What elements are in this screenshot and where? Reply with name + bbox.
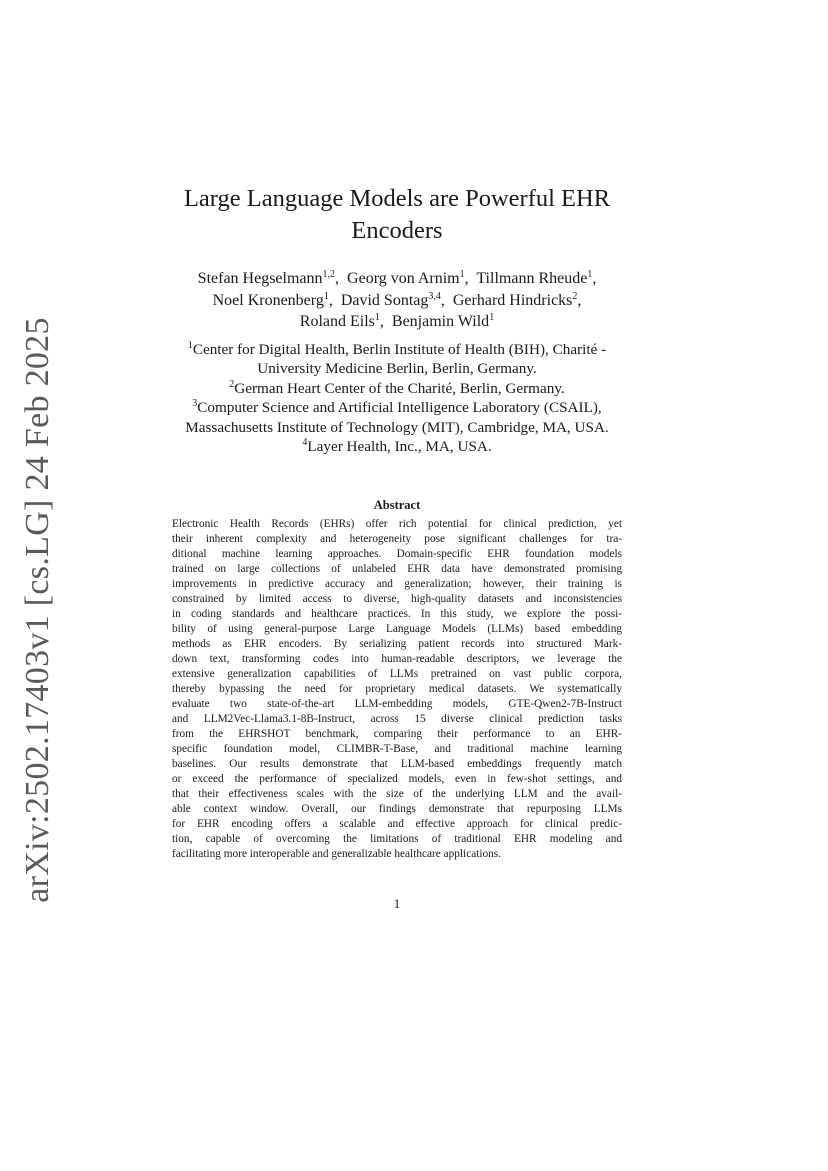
abstract-line: their inherent complexity and heterogeneity pose significant challenges for tra- <box>172 533 622 545</box>
author-affil-mark: 1 <box>587 269 593 280</box>
affil-mark: 2 <box>229 378 235 390</box>
affiliation-3-cont: Massachusetts Institute of Technology (MIT), Cambridge, MA, USA. <box>185 418 609 436</box>
affiliation-3: $^3$Computer Science and Artificial Intelligence Laboratory (CSAIL), <box>192 398 602 417</box>
affil-mark: 4 <box>302 437 308 449</box>
affiliation-list <box>140 340 654 456</box>
abstract-line: that their effectiveness scales with the size of the underlying LLM and the avail- <box>172 788 622 800</box>
author-line-1: Stefan Hegselmann$^{1,2}$, Georg von Arnim$^1$, Tillmann Rheude$^1$, <box>197 269 597 287</box>
title-line-1: Large Language Models are Powerful EHR <box>183 185 611 212</box>
author-affil-mark: 2 <box>572 290 578 302</box>
paper-title <box>150 183 644 247</box>
abstract-line: thereby bypassing the need for proprietary medical datasets. We systematically <box>172 683 622 695</box>
affiliation-1-cont: University Medicine Berlin, Berlin, Germany. <box>257 360 537 378</box>
author-name: Stefan Hegselmann <box>197 270 323 287</box>
affiliation-2: $^2$German Heart Center of the Charité, Berlin, Germany. <box>229 378 565 397</box>
author-affil-mark: 3,4 <box>428 290 441 302</box>
author-list <box>140 268 654 333</box>
abstract-line: able context window. Overall, our findings demonstrate that repurposing LLMs <box>172 803 622 815</box>
abstract-line: facilitating more interoperable and generalizable healthcare applications. <box>172 848 502 860</box>
title-line-2: Encoders <box>351 217 443 244</box>
abstract-line: improvements in predictive accuracy and generalization; however, their training is <box>172 578 622 590</box>
author-line-2: Noel Kronenberg$^1$, David Sontag$^{3,4}$, Gerhard Hindricks$^2$, <box>212 290 582 309</box>
arxiv-identifier[interactable]: arXiv:2502.17403v1 [cs.LG] 24 Feb 2025 <box>19 317 56 903</box>
abstract-line: from the EHRSHOT benchmark, comparing their performance to an EHR- <box>172 728 622 740</box>
abstract-line: baselines. Our results demonstrate that LLM-based embeddings frequently match <box>172 758 622 770</box>
abstract-line: extensive generalization capabilities of LLMs pretrained on vast public corpora, <box>172 668 622 680</box>
author-name: Tillmann Rheude <box>476 270 588 287</box>
author-affil-mark: 1 <box>489 312 495 323</box>
abstract-line: down text, transforming codes into human-readable descriptors, we leverage the <box>172 653 622 665</box>
abstract-line: methods as EHR encoders. By serializing patient records into structured Mark- <box>172 638 622 650</box>
abstract-line: or exceed the performance of specialized models, even in few-shot settings, and <box>172 773 622 785</box>
author-line-3: Roland Eils$^1$, Benjamin Wild$^1$ <box>299 312 495 330</box>
author-name: Gerhard Hindricks <box>452 291 573 309</box>
abstract-line: trained on large collections of unlabeled EHR data have demonstrated promising <box>172 563 622 575</box>
author-affil-mark: 1 <box>374 312 380 323</box>
abstract-line: tion, capable of overcoming the limitations of traditional EHR modeling and <box>172 833 622 845</box>
abstract-line: ditional machine learning approaches. Domain-specific EHR foundation models <box>172 548 622 560</box>
author-name: Georg von Arnim <box>347 270 460 287</box>
abstract-line: specific foundation model, CLIMBR-T-Base, and traditional machine learning <box>172 743 622 755</box>
author-name: Benjamin Wild <box>391 313 490 330</box>
abstract-heading: Abstract <box>373 498 421 512</box>
author-name: David Sontag <box>340 291 429 309</box>
abstract-line: constrained by limited access to diverse, high-quality datasets and inconsistencies <box>172 593 622 605</box>
abstract-body <box>172 517 622 862</box>
affiliation-4: $^4$Layer Health, Inc., MA, USA. <box>302 437 492 456</box>
author-name: Noel Kronenberg <box>212 291 324 309</box>
author-name: Roland Eils <box>299 313 375 330</box>
affil-mark: 3 <box>192 398 198 410</box>
affil-mark: 1 <box>187 340 193 351</box>
page-number: 1 <box>393 896 401 911</box>
abstract-line: Electronic Health Records (EHRs) offer rich potential for clinical prediction, yet <box>172 518 622 530</box>
abstract-line: in coding standards and healthcare practices. In this study, we explore the possi- <box>172 608 622 620</box>
author-affil-mark: 1 <box>323 290 329 302</box>
abstract-line: bility of using general-purpose Large Language Models (LLMs) based embedding <box>172 623 622 635</box>
author-affil-mark: 1 <box>459 269 465 280</box>
affiliation-1: $^1$Center for Digital Health, Berlin Institute of Health (BIH), Charité - <box>187 340 607 358</box>
abstract-line: and LLM2Vec-Llama3.1-8B-Instruct, across 15 diverse clinical prediction tasks <box>172 713 622 725</box>
author-affil-mark: 1,2 <box>322 269 336 280</box>
abstract-line: for EHR encoding offers a scalable and effective approach for clinical predic- <box>172 818 622 830</box>
abstract-line: evaluate two state-of-the-art LLM-embedding models, GTE-Qwen2-7B-Instruct <box>172 698 622 710</box>
